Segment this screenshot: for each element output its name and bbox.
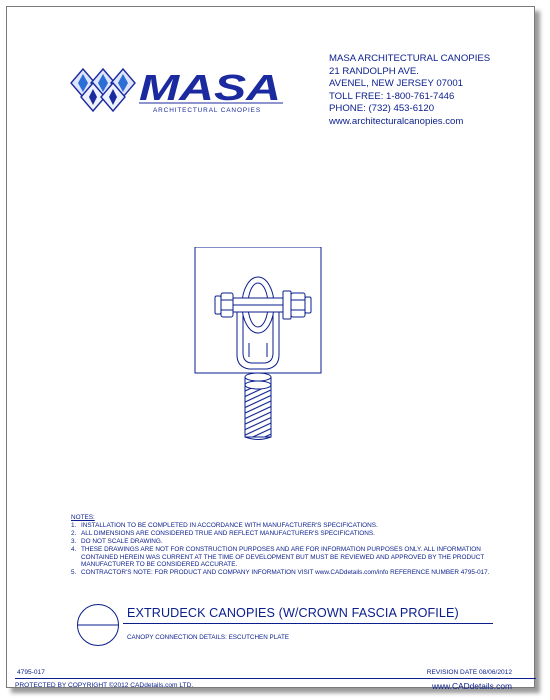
company-info	[329, 53, 490, 129]
notes-block	[71, 514, 501, 577]
note-item	[71, 569, 501, 577]
drawing-sheet	[6, 6, 535, 691]
drawing-subtitle: CANOPY CONNECTION DETAILS: ESCUTCHEN PLATE	[127, 634, 289, 641]
masa-logo-graphic	[69, 65, 291, 115]
detail-callout-circle	[76, 603, 120, 647]
note-number: 3.	[71, 537, 77, 545]
escutcheon-plate-drawing	[193, 247, 323, 443]
note-number: 1.	[71, 521, 77, 529]
title-divider	[123, 623, 493, 624]
masa-logo	[69, 65, 291, 115]
company-tollfree: TOLL FREE: 1-800-761-7446	[329, 90, 455, 102]
company-name: MASA ARCHITECTURAL CANOPIES	[329, 53, 491, 64]
copyright-notice: PROTECTED BY COPYRIGHT ©2012 CADdetails.com LTD.	[15, 682, 194, 689]
caddetails-link[interactable]: www.CADdetails.com	[431, 681, 512, 691]
notes-heading: NOTES:	[71, 514, 95, 521]
logo-tagline: ARCHITECTURAL CANOPIES	[153, 107, 261, 114]
company-website: www.architecturalcanopies.com	[329, 115, 464, 127]
note-text: CONTRACTOR'S NOTE: FOR PRODUCT AND COMPANY INFORMATION VISIT www.CADdetails.com/info REFERENCE NUMBER 4795-017.	[81, 569, 490, 577]
footer-divider	[15, 678, 536, 679]
logo-wordmark: MASA	[139, 67, 281, 108]
note-number: 5.	[71, 569, 77, 577]
note-number: 4.	[71, 545, 77, 553]
note-text: DO NOT SCALE DRAWING.	[81, 537, 163, 545]
note-item	[71, 538, 501, 546]
note-item	[71, 522, 501, 530]
note-text: ALL DIMENSIONS ARE CONSIDERED TRUE AND REFLECT MANUFACTURER'S SPECIFICATIONS.	[81, 529, 375, 537]
note-number: 2.	[71, 529, 77, 537]
detail-callout-symbol	[76, 603, 120, 647]
revision-date: REVISION DATE 08/06/2012	[426, 669, 512, 676]
company-address-line2: AVENEL, NEW JERSEY 07001	[329, 78, 464, 90]
company-address-line1: 21 RANDOLPH AVE.	[329, 65, 419, 77]
drawing-title: EXTRUDECK CANOPIES (W/CROWN FASCIA PROFILE)	[127, 606, 459, 620]
note-text: THESE DRAWINGS ARE NOT FOR CONSTRUCTION PURPOSES AND ARE FOR INFORMATION PURPOSES ONLY. ALL INFORMATION CONTAINED HEREIN WAS CURRENT AT THE TIME OF DEVELOPMENT BUT MUST BE REVIEWED AND APPROVED BY THE PRODUCT MANUFACTURER TO BE CONSIDERED ACCURATE.	[81, 545, 485, 569]
note-item	[71, 530, 501, 538]
escutcheon-plate-illustration	[193, 247, 323, 443]
reference-number: 4795-017	[17, 669, 45, 676]
note-item	[71, 546, 501, 570]
note-text: INSTALLATION TO BE COMPLETED IN ACCORDANCE WITH MANUFACTURER'S SPECIFICATIONS.	[81, 521, 378, 529]
company-phone: PHONE: (732) 453-6120	[329, 103, 435, 115]
